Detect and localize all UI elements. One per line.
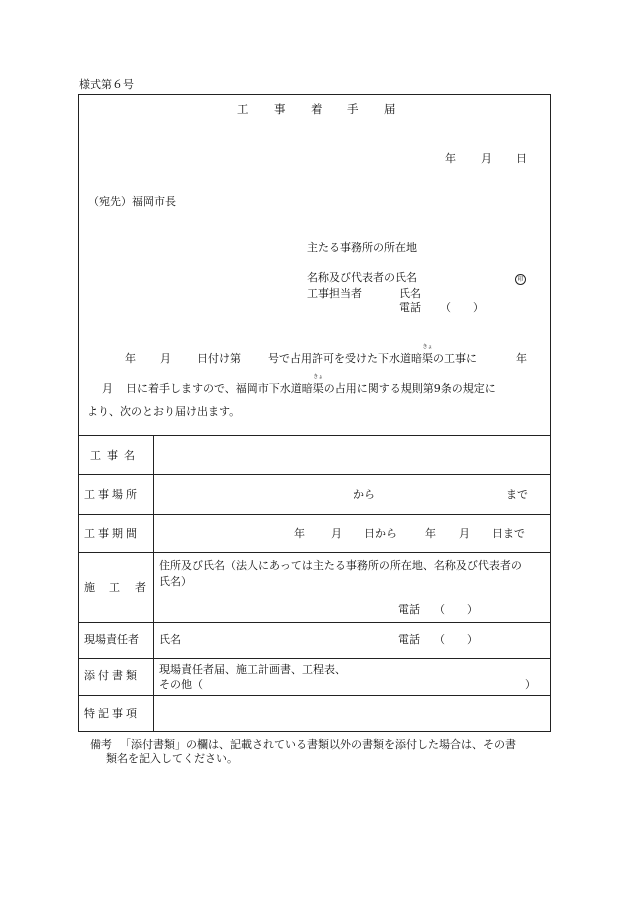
note-label: 備考 bbox=[90, 738, 112, 751]
body-line3: より、次のとおり届け出ます。 bbox=[87, 405, 241, 418]
body-permit-text: 号で占用許可を受けた下水道暗渠 きょ の工事に bbox=[268, 344, 477, 365]
body-line2: 日に着手しますので、福岡市下水道暗渠 きょ の占用に関する規則第9条の規定に bbox=[126, 374, 496, 395]
attachments-line2-open: その他（ bbox=[159, 678, 203, 691]
row-label-attachments: 添付書類 bbox=[84, 669, 140, 682]
contractor-phone-parens: （ ） bbox=[434, 603, 478, 616]
contact-phone-parens: （ ） bbox=[440, 301, 484, 314]
table-rule bbox=[78, 622, 551, 623]
body-year2: 年 bbox=[516, 352, 527, 365]
kyo-ruby: 渠 きょ bbox=[422, 344, 433, 365]
title-char: 工 bbox=[237, 102, 249, 116]
contractor-phone-label: 電話 bbox=[398, 603, 420, 616]
table-column-divider bbox=[153, 435, 154, 732]
table-rule bbox=[78, 552, 551, 553]
title-char: 着 bbox=[311, 102, 323, 116]
kyo-ruby: 渠 きょ bbox=[312, 374, 324, 395]
note-line1: 「添付書類」の欄は、記載されている書類以外の書類を添付した場合は、その書 bbox=[120, 738, 516, 751]
row-label-work-period: 工事期間 bbox=[84, 527, 140, 540]
title-char: 届 bbox=[384, 102, 396, 116]
addressee: （宛先）福岡市長 bbox=[88, 195, 176, 208]
seal-mark bbox=[515, 272, 526, 285]
title-char: 手 bbox=[347, 102, 359, 116]
table-rule bbox=[78, 658, 551, 659]
name-rep-label: 名称及び代表者の氏名 bbox=[307, 271, 417, 284]
note-line2: 類名を記入してください。 bbox=[106, 752, 238, 765]
row-label-remarks: 特記事項 bbox=[84, 707, 140, 720]
body-dated: 日付け第 bbox=[197, 352, 241, 365]
table-rule bbox=[78, 474, 551, 475]
period-day-to: 日まで bbox=[492, 527, 525, 540]
date-month: 月 bbox=[481, 152, 492, 165]
row-label-work-place: 工事場所 bbox=[84, 488, 140, 501]
row-label-contractor-c: 者 bbox=[135, 581, 146, 594]
site-manager-name-label: 氏名 bbox=[159, 633, 181, 646]
period-month: 月 bbox=[331, 527, 342, 540]
period-month2: 月 bbox=[459, 527, 470, 540]
site-manager-phone-parens: （ ） bbox=[434, 633, 478, 646]
date-day: 日 bbox=[516, 152, 527, 165]
row-label-contractor-b: 工 bbox=[109, 581, 120, 594]
body-month2: 月 bbox=[102, 382, 113, 395]
office-address-label: 主たる事務所の所在地 bbox=[307, 241, 417, 254]
date-year: 年 bbox=[445, 152, 456, 165]
attachments-line2-close: ） bbox=[525, 678, 536, 691]
site-manager-phone-label: 電話 bbox=[398, 633, 420, 646]
work-place-from: から bbox=[353, 488, 375, 501]
work-place-to: まで bbox=[506, 488, 528, 501]
title-char: 事 bbox=[274, 102, 286, 116]
contractor-desc-line2: 氏名） bbox=[159, 575, 192, 588]
seal-stamp-icon: 印 bbox=[515, 274, 526, 285]
contact-name-label: 氏名 bbox=[399, 287, 421, 300]
body-year: 年 bbox=[125, 352, 136, 365]
row-label-site-manager: 現場責任者 bbox=[84, 633, 139, 646]
period-year2: 年 bbox=[425, 527, 436, 540]
attachments-line1: 現場責任者届、施工計画書、工程表、 bbox=[159, 663, 346, 676]
period-day-from: 日から bbox=[364, 527, 397, 540]
table-rule bbox=[78, 695, 551, 696]
contact-phone-label: 電話 bbox=[399, 301, 421, 314]
contact-label: 工事担当者 bbox=[307, 287, 362, 300]
form-number: 様式第６号 bbox=[79, 78, 134, 91]
table-rule bbox=[78, 435, 551, 436]
row-label-contractor-a: 施 bbox=[84, 581, 95, 594]
row-label-work-name: 工事名 bbox=[90, 449, 135, 462]
period-year: 年 bbox=[294, 527, 305, 540]
table-rule bbox=[78, 514, 551, 515]
contractor-desc-line1: 住所及び氏名（法人にあっては主たる事務所の所在地、名称及び代表者の bbox=[159, 559, 522, 572]
body-month: 月 bbox=[160, 352, 171, 365]
